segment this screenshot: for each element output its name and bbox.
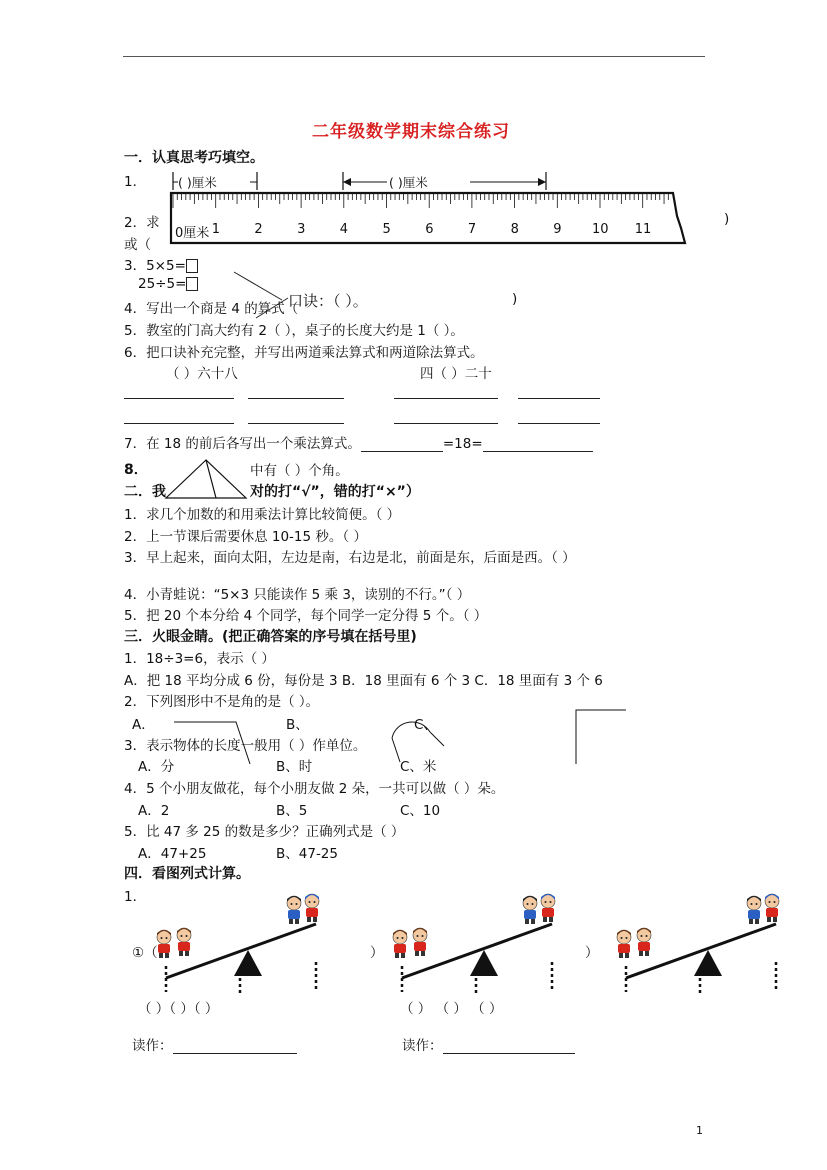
child-icon: [305, 894, 319, 922]
answer-box[interactable]: [186, 259, 198, 273]
child-icon: [287, 896, 301, 924]
q6-blank[interactable]: [394, 398, 498, 399]
q6-blank[interactable]: [248, 423, 344, 424]
s4-blanks-2: （ ） （ ） （ ）: [400, 1001, 503, 1017]
read-as-1: [132, 1034, 297, 1054]
s4-q1: 1．: [124, 889, 147, 905]
page-number: 1: [696, 1124, 703, 1137]
s3-q3: 3．表示物体的长度一般用（ ）作单位。: [124, 738, 367, 754]
s3-q1: 1．18÷3=6，表示（ ）: [124, 651, 275, 667]
s3-q4: 4．5 个小朋友做花，每个小朋友做 2 朵，一共可以做（ ）朵。: [124, 781, 505, 797]
read-label: 读作：: [132, 1038, 173, 1054]
q3-line1: [124, 254, 198, 274]
s4-blanks-1: （ ）（ ）（ ）: [138, 1001, 219, 1017]
triangle-figure: [164, 458, 248, 500]
s3-q5: 5．比 47 多 25 的数是多少？正确列式是（ ）: [124, 824, 405, 840]
q6-blank[interactable]: [518, 398, 600, 399]
header-rule: [123, 56, 705, 57]
read-blank[interactable]: [173, 1039, 297, 1054]
seesaw: [166, 892, 336, 996]
ruler-number: 1: [211, 222, 220, 237]
s3-q5-b: B、47-25: [276, 846, 338, 862]
ruler-number: 9: [553, 222, 562, 237]
q6-blank[interactable]: [248, 398, 344, 399]
child-icon: [523, 896, 537, 924]
q6-text: 6．把口诀补充完整，并写出两道乘法算式和两道除法算式。: [124, 345, 484, 361]
q2-close: ): [724, 211, 730, 227]
child-icon: [747, 896, 761, 924]
s3-q4-b: B、5: [276, 803, 308, 819]
q4-text: 4．写出一个商是 4 的算式（: [124, 301, 299, 317]
s3-q5-a: A．47+25: [138, 846, 207, 862]
q3-text2: 25÷5=: [138, 276, 187, 292]
s3-q2-b: B、: [286, 717, 309, 733]
q4-formula: 口诀：（ ）。: [288, 292, 368, 310]
q6-blank[interactable]: [124, 423, 234, 424]
s3-q2-c: C、: [414, 717, 437, 733]
s4-paren: ）: [585, 945, 599, 961]
q2-text: 2．求: [124, 215, 160, 231]
read-label: 读作：: [402, 1038, 443, 1054]
ruler-number: 5: [382, 222, 391, 237]
ruler-left-label: ( )厘米: [178, 175, 217, 190]
ruler-number: 11: [634, 222, 652, 237]
q3-text1: 3．5×5=: [124, 258, 186, 274]
answer-box[interactable]: [186, 277, 198, 291]
read-as-2: [402, 1034, 575, 1054]
child-icon: [637, 928, 651, 956]
child-icon: [413, 928, 427, 956]
s4-circle-label: ①（: [132, 945, 158, 961]
seesaw: [626, 892, 796, 996]
child-icon: [765, 894, 779, 922]
q1-label: 1．: [124, 174, 147, 190]
seesaw: [402, 892, 572, 996]
q6-rhyme-b: 四（ ）二十: [420, 366, 492, 382]
s3-q2-a: A．: [132, 717, 155, 733]
q8-text: 中有（ ）个角。: [250, 463, 349, 479]
q8-label: 8．: [124, 462, 148, 478]
child-icon: [177, 928, 191, 956]
section2-heading-b: 对的打“√”，错的打“×”）: [250, 484, 420, 500]
q6-blank[interactable]: [124, 398, 234, 399]
child-icon: [617, 930, 631, 958]
q5-text: 5．教室的门高大约有 2（ ），桌子的长度大约是 1（ ）。: [124, 323, 464, 339]
q2-or: 或（: [124, 237, 151, 253]
q6-blank[interactable]: [518, 423, 600, 424]
s3-q3-a: A．分: [138, 759, 175, 775]
s3-q3-c: C、米: [400, 759, 437, 775]
q7-mid: =18=: [442, 436, 483, 452]
ruler-number: 10: [592, 222, 609, 237]
s2-item: 1．求几个加数的和用乘法计算比较简便。（ ）: [124, 507, 401, 523]
q7-blank-right[interactable]: [483, 437, 593, 452]
section3-heading: 三．火眼金睛。(把正确答案的序号填在括号里): [124, 629, 417, 645]
ruler-number: 8: [510, 222, 519, 237]
q7-blank-left[interactable]: [361, 437, 443, 452]
s3-q4-c: C、10: [400, 803, 441, 819]
ruler-number: 4: [339, 222, 349, 237]
section4-heading: 四．看图列式计算。: [124, 866, 250, 882]
s2-item: 5．把 20 个本分给 4 个同学，每个同学一定分得 5 个。（ ）: [124, 608, 488, 624]
ruler-number: 3: [297, 222, 306, 237]
q3-line2: [138, 276, 198, 292]
read-blank[interactable]: [443, 1039, 575, 1054]
q6-rhyme-a: （ ）六十八: [166, 366, 238, 382]
page-title: 二年级数学期末综合练习: [312, 122, 510, 142]
s4-paren: ）: [370, 945, 384, 961]
child-icon: [541, 894, 555, 922]
s3-q3-b: B、时: [276, 759, 313, 775]
s2-item: 3．早上起来，面向太阳，左边是南，右边是北，前面是东，后面是西。（ ）: [124, 550, 576, 566]
child-icon: [157, 930, 171, 958]
ruler-number: 7: [467, 222, 477, 237]
s3-q1-options: A．把 18 平均分成 6 份，每份是 3 B．18 里面有 6 个 3 C．18 里面有 3 个 6: [124, 673, 603, 689]
ruler-number: 2: [254, 222, 263, 237]
child-icon: [393, 930, 407, 958]
q4-close: ): [512, 291, 518, 307]
q7-text: 7．在 18 的前后各写出一个乘法算式。: [124, 436, 361, 452]
s2-item: 4．小青蛙说：“5×3 只能读作 5 乘 3，读别的不行。”（ ）: [124, 587, 471, 603]
s2-item: 2．上一节课后需要休息 10-15 秒。（ ）: [124, 529, 367, 545]
ruler-number: 6: [425, 222, 434, 237]
q7-line: [124, 432, 593, 452]
s3-q2: 2．下列图形中不是角的是（ ）。: [124, 694, 320, 710]
section1-heading: 一．认真思考巧填空。: [124, 150, 264, 166]
ruler-zero-label: 0厘米: [175, 226, 210, 241]
section2-heading-a: 二．我: [124, 484, 166, 500]
ruler-right-label: ( )厘米: [389, 175, 428, 190]
q6-blank[interactable]: [394, 423, 498, 424]
s3-q4-a: A．2: [138, 803, 170, 819]
